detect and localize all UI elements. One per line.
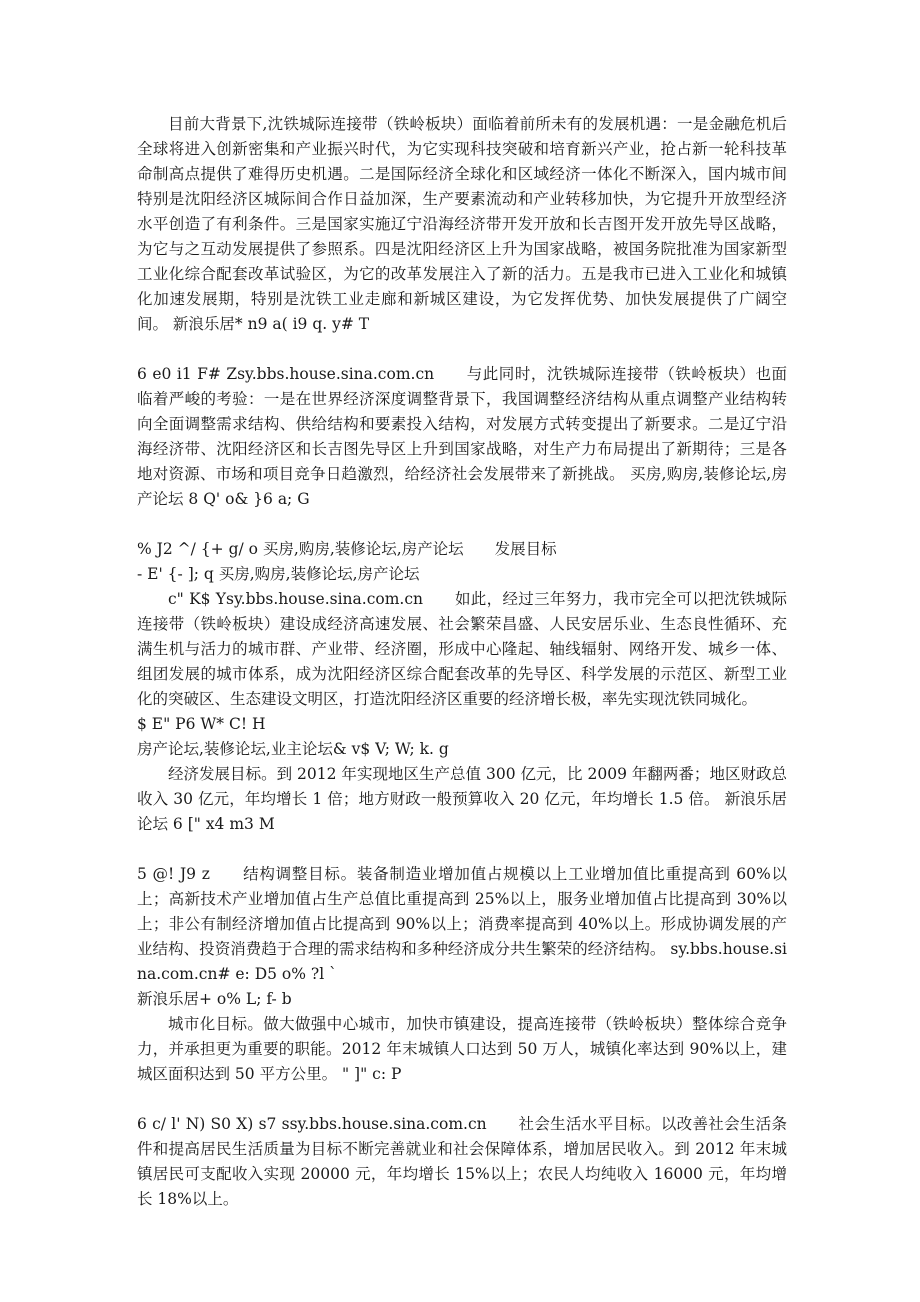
paragraph-urbanization-goal: 城市化目标。做大做强中心城市，加快市镇建设，提高连接带（铁岭板块）整体综合竞争力，并承担更为重要的职能。2012 年末城镇人口达到 50 万人，城镇化率达到 90%以上，建城区面积达到 50 平方公里。 " ]" c: P <box>137 1015 787 1083</box>
paragraph-opportunities: 目前大背景下,沈铁城际连接带（铁岭板块）面临着前所未有的发展机遇：一是金融危机后全球将进入创新密集和产业振兴时代，为它实现科技突破和培育新兴产业，抢占新一轮科技革命制高点提供了难得历史机遇。二是国际经济全球化和区域经济一体化不断深入，国内城市间特别是沈阳经济区城际间合作日益加深，生产要素流动和产业转移加快，为它提升开放型经济水平创造了有利条件。三是国家实施辽宁沿海经济带开发开放和长吉图开发开放先导区战略，为它与之互动发展提供了参照系。四是沈阳经济区上升为国家战略，被国务院批准为国家新型工业化综合配套改革试验区，为它的改革发展注入了新的活力。五是我市已进入工业化和城镇化加速发展期，特别是沈铁工业走廊和新城区建设，为它发挥优势、加快发展提供了广阔空间。 新浪乐居* n9 a( i9 q. y# T <box>137 115 787 333</box>
paragraph-structure-goal: 5 @! J9 z 结构调整目标。装备制造业增加值占规模以上工业增加值比重提高到 60%以上；高新技术产业增加值占生产总值比重提高到 25%以上，服务业增加值占比提高到 30%以上；非公有制经济增加值占比提高到 90%以上；消费率提高到 40%以上。形成协调发展的产业结构、投资消费趋于合理的需求结构和多种经济成分共生繁荣的经济结构。 sy.bbs.house.sina.com.cn# e: D5 o% ?l ` <box>137 865 787 983</box>
paragraph-challenges: 6 e0 i1 F# Zsy.bbs.house.sina.com.cn 与此同时，沈铁城际连接带（铁岭板块）也面临着严峻的考验：一是在世界经济深度调整背景下，我国调整经济结构从重点调整产业结构转向全面调整需求结构、供给结构和要素投入结构，对发展方式转变提出了新要求。二是辽宁沿海经济带、沈阳经济区和长吉图先导区上升到国家战略，对生产力布局提出了新期待；三是各地对资源、市场和项目竞争日趋激烈，给经济社会发展带来了新挑战。 买房,购房,装修论坛,房产论坛 8 Q' o& }6 a; G <box>137 365 787 508</box>
paragraph-living-standard-goal: 6 c/ l' N) S0 X) s7 ssy.bbs.house.sina.com.cn 社会生活水平目标。以改善社会生活条件和提高居民生活质量为目标不断完善就业和社会保障体系，增加居民收入。到 2012 年末城镇居民可支配收入实现 20000 元，年均增长 15%以上；农民人均纯收入 16000 元，年均增长 18%以上。 <box>137 1115 787 1208</box>
paragraph-noise-line: - E' {- ]; q 买房,购房,装修论坛,房产论坛 <box>137 565 420 583</box>
paragraph-overall-goal: c" K$ Ysy.bbs.house.sina.com.cn 如此，经过三年努力，我市完全可以把沈铁城际连接带（铁岭板块）建设成经济高速发展、社会繁荣昌盛、人民安居乐业、生态良性循环、充满生机与活力的城市群、产业带、经济圈，形成中心隆起、轴线辐射、网络开发、城乡一体、组团发展的城市体系，成为沈阳经济区综合配套改革的先导区、科学发展的示范区、新型工业化的突破区、生态建设文明区，打造沈阳经济区重要的经济增长极，率先实现沈铁同城化。 <box>137 590 787 708</box>
paragraph-forum-tag: 新浪乐居+ o% L; f- b <box>137 990 292 1008</box>
paragraph-forum-tag: 房产论坛,装修论坛,业主论坛& v$ V; W; k. g <box>137 740 449 758</box>
document-body <box>137 112 787 1212</box>
paragraph-economic-goal: 经济发展目标。到 2012 年实现地区生产总值 300 亿元，比 2009 年翻两番；地区财政总收入 30 亿元，年均增长 1 倍；地方财政一般预算收入 20 亿元，年均增长 1.5 倍。 新浪乐居论坛 6 [" x4 m3 M <box>137 765 787 833</box>
paragraph-goals-heading: % J2 ^/ {+ g/ o 买房,购房,装修论坛,房产论坛 发展目标 <box>137 540 557 558</box>
paragraph-noise-line: $ E" P6 W* C! H <box>137 715 266 733</box>
